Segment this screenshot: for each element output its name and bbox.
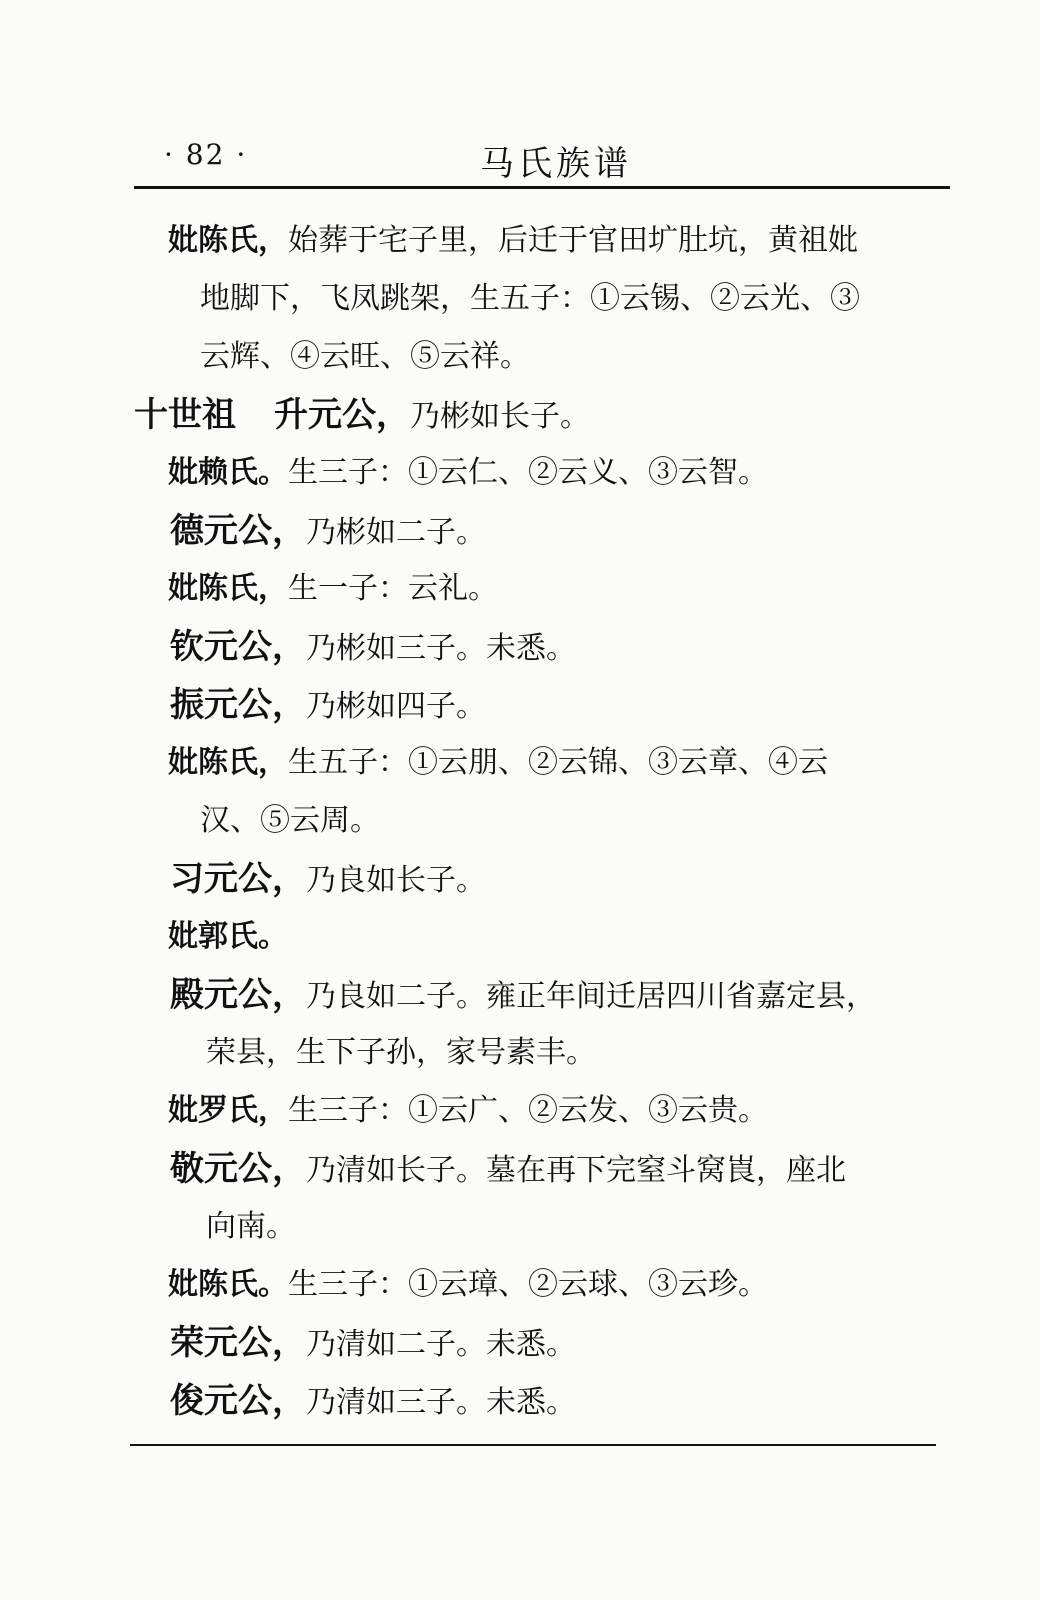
ancestor-entry: 殿元公，乃良如二子。雍正年间迁居四川省嘉定县，: [170, 975, 876, 1015]
text-line: 妣陈氏，始葬于宅子里，后迁于官田圹肚坑，黄祖妣: [168, 223, 858, 258]
generation-heading: 十世祖 升元公，乃彬如长子。: [134, 395, 590, 435]
text-line: 向南。: [206, 1209, 296, 1244]
text-line: 汉、⑤云周。: [200, 803, 380, 838]
ancestor-entry: 荣元公，乃清如二子。未悉。: [170, 1323, 576, 1363]
ancestor-entry: 德元公，乃彬如二子。: [170, 511, 486, 551]
ancestor-entry: 习元公，乃良如长子。: [170, 859, 486, 899]
ancestor-entry: 敬元公，乃清如长子。墓在再下完窒斗窝崀，座北: [170, 1149, 846, 1189]
text-line: 地脚下，飞凤跳架，生五子：①云锡、②云光、③: [200, 281, 860, 316]
text-line: 妣陈氏，生五子：①云朋、②云锦、③云章、④云: [168, 745, 828, 780]
ancestor-entry: 钦元公，乃彬如三子。未悉。: [170, 627, 576, 667]
footer-rule: [130, 1444, 936, 1446]
header-rule: [134, 186, 950, 189]
ancestor-entry: 俊元公，乃清如三子。未悉。: [170, 1381, 576, 1421]
generation-label: 十世祖: [134, 395, 236, 435]
text-line: 妣郭氏。: [168, 919, 288, 954]
page-number: · 82 ·: [164, 138, 248, 171]
text-line: 妣赖氏。生三子：①云仁、②云义、③云智。: [168, 455, 768, 490]
text-line: 妣陈氏，生一子：云礼。: [168, 571, 498, 606]
genealogy-text: [134, 212, 950, 1430]
text-line: 云辉、④云旺、⑤云祥。: [200, 339, 530, 374]
text-line: 荣县，生下子孙，家号素丰。: [206, 1035, 596, 1070]
text-line: 妣陈氏。生三子：①云璋、②云球、③云珍。: [168, 1267, 768, 1302]
book-title: 马氏族谱: [480, 144, 632, 184]
page-header: [134, 128, 950, 188]
text-line: 妣罗氏，生三子：①云广、②云发、③云贵。: [168, 1093, 768, 1128]
ancestor-entry: 振元公，乃彬如四子。: [170, 685, 486, 725]
